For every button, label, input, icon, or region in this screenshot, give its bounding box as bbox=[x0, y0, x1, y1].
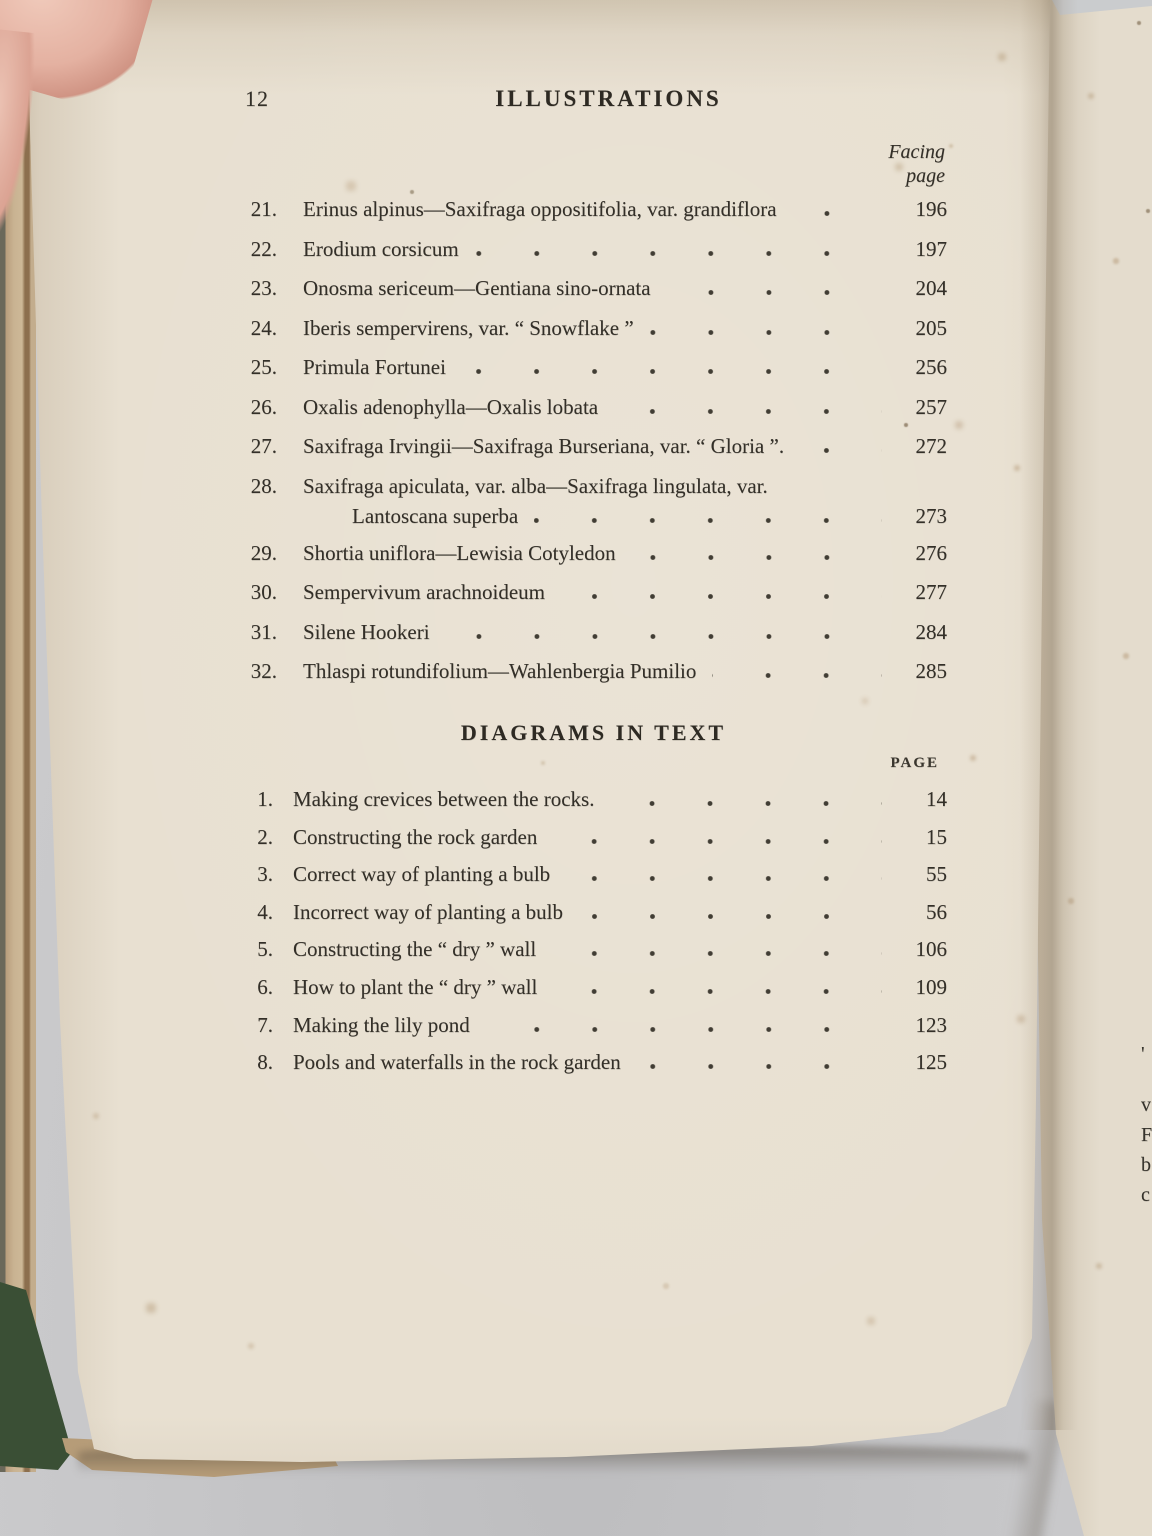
item-page: 14 bbox=[926, 787, 947, 811]
dot-leader bbox=[553, 989, 882, 994]
item-page: 285 bbox=[915, 659, 947, 683]
item-number: 24. bbox=[250, 315, 277, 340]
dot-leader bbox=[650, 330, 882, 335]
item-page: 125 bbox=[915, 1050, 947, 1075]
item-number: 22. bbox=[250, 236, 277, 261]
diagrams-list bbox=[240, 787, 947, 1088]
dot-leader bbox=[793, 211, 882, 216]
list-item bbox=[240, 395, 947, 435]
dot-leader bbox=[446, 634, 882, 639]
item-title: Sempervivum arachnoideum bbox=[303, 580, 546, 604]
list-item bbox=[240, 316, 947, 356]
item-title: Oxalis adenophylla—Oxalis lobata bbox=[303, 394, 599, 419]
page-number: 12 bbox=[245, 86, 269, 111]
list-item-continuation bbox=[240, 504, 947, 541]
dot-leader bbox=[579, 914, 882, 919]
item-page: 197 bbox=[915, 236, 947, 261]
item-page: 205 bbox=[915, 315, 947, 340]
item-title: Primula Fortunei bbox=[303, 355, 446, 379]
item-number: 2. bbox=[257, 824, 273, 849]
item-number: 4. bbox=[257, 899, 273, 924]
item-number: 8. bbox=[257, 1050, 273, 1075]
item-page: 277 bbox=[915, 580, 947, 604]
item-page: 272 bbox=[915, 434, 947, 458]
item-page: 55 bbox=[926, 862, 947, 887]
item-number: 5. bbox=[257, 937, 273, 962]
list-item bbox=[240, 825, 947, 863]
item-page: 15 bbox=[926, 824, 947, 849]
item-title: Onosma sericeum—Gentiana sino-ornata bbox=[303, 276, 651, 300]
item-title: Correct way of planting a bulb bbox=[293, 862, 551, 887]
item-number: 29. bbox=[250, 540, 277, 565]
page-column-label: PAGE bbox=[890, 755, 939, 771]
item-number: 23. bbox=[250, 276, 277, 300]
dot-leader bbox=[561, 594, 882, 599]
item-title: Making crevices between the rocks. bbox=[293, 787, 595, 811]
list-item bbox=[240, 937, 947, 975]
section-title: ILLUSTRATIONS bbox=[495, 86, 722, 111]
item-title: Saxifraga Irvingii—Saxifraga Burseriana, var. “ Gloria ”. bbox=[303, 434, 785, 458]
item-number: 1. bbox=[257, 787, 273, 811]
item-title: Pools and waterfalls in the rock garden bbox=[293, 1050, 621, 1075]
item-title: Thlaspi rotundifolium—Wahlenbergia Pumilio bbox=[303, 659, 697, 683]
item-title: Erodium corsicum bbox=[303, 236, 459, 261]
list-item bbox=[240, 276, 947, 316]
dot-leader bbox=[534, 518, 882, 523]
item-page: 109 bbox=[915, 974, 947, 999]
list-item bbox=[240, 862, 947, 900]
list-item bbox=[240, 434, 947, 474]
edge-letter: F bbox=[1141, 1124, 1152, 1146]
item-title: Making the lily pond bbox=[293, 1012, 470, 1037]
list-item bbox=[240, 787, 947, 825]
list-item bbox=[240, 975, 947, 1013]
dot-leader bbox=[637, 1064, 882, 1069]
item-number: 3. bbox=[257, 862, 273, 887]
item-number: 26. bbox=[250, 394, 277, 419]
item-page: 284 bbox=[915, 619, 947, 644]
dot-leader bbox=[462, 369, 882, 374]
dot-leader bbox=[553, 839, 882, 844]
list-item bbox=[240, 1050, 947, 1088]
facing-label-line2: page bbox=[906, 165, 945, 187]
dot-leader bbox=[614, 409, 882, 414]
list-item bbox=[240, 659, 947, 699]
list-item bbox=[240, 580, 947, 620]
item-number: 25. bbox=[250, 355, 277, 379]
edge-letter: c bbox=[1141, 1184, 1150, 1206]
item-number: 7. bbox=[257, 1012, 273, 1037]
item-title: Lantoscana superba bbox=[352, 503, 519, 528]
edge-letter: v bbox=[1141, 1094, 1151, 1116]
item-title: Silene Hookeri bbox=[303, 619, 430, 644]
list-item bbox=[240, 237, 947, 277]
item-page: 204 bbox=[915, 276, 947, 300]
list-item bbox=[240, 1013, 947, 1051]
item-title: Constructing the “ dry ” wall bbox=[293, 937, 537, 962]
illustrations-list bbox=[240, 197, 947, 699]
list-item bbox=[240, 541, 947, 581]
list-item bbox=[240, 355, 947, 395]
dot-leader bbox=[475, 251, 882, 256]
item-number: 6. bbox=[257, 974, 273, 999]
item-number: 21. bbox=[250, 197, 277, 221]
item-page: 56 bbox=[926, 899, 947, 924]
item-number: 31. bbox=[250, 619, 277, 644]
item-page: 276 bbox=[915, 540, 947, 565]
dot-leader bbox=[667, 290, 882, 295]
item-title: Iberis sempervirens, var. “ Snowflake ” bbox=[303, 315, 634, 340]
item-number: 27. bbox=[250, 434, 277, 458]
item-page: 123 bbox=[915, 1012, 947, 1037]
dot-leader bbox=[552, 951, 882, 956]
item-number: 32. bbox=[250, 659, 277, 683]
item-page: 273 bbox=[915, 503, 947, 528]
dot-leader bbox=[632, 555, 882, 560]
list-item bbox=[240, 197, 947, 237]
facing-page-label bbox=[690, 140, 945, 188]
item-title: Saxifraga apiculata, var. alba—Saxifraga lingulata, var. bbox=[303, 473, 768, 498]
item-number: 28. bbox=[250, 473, 277, 498]
item-title: How to plant the “ dry ” wall bbox=[293, 974, 538, 999]
item-page: 106 bbox=[915, 937, 947, 962]
edge-letter: b bbox=[1141, 1154, 1151, 1176]
dot-leader bbox=[800, 448, 882, 453]
item-number: 30. bbox=[250, 580, 277, 604]
dot-leader bbox=[486, 1027, 882, 1032]
list-item bbox=[240, 620, 947, 660]
item-page: 196 bbox=[915, 197, 947, 221]
dot-leader bbox=[566, 876, 882, 881]
item-title: Incorrect way of planting a bulb bbox=[293, 899, 563, 924]
list-item bbox=[240, 900, 947, 938]
list-item bbox=[240, 474, 947, 504]
dot-leader bbox=[712, 673, 882, 678]
item-page: 257 bbox=[915, 394, 947, 419]
item-title: Constructing the rock garden bbox=[293, 824, 538, 849]
page-header bbox=[240, 86, 947, 118]
item-title: Erinus alpinus—Saxifraga oppositifolia, var. grandiflora bbox=[303, 197, 777, 221]
facing-label-line1: Facing bbox=[888, 141, 945, 163]
item-title: Shortia uniflora—Lewisia Cotyledon bbox=[303, 540, 616, 565]
edge-letter: ' bbox=[1141, 1043, 1145, 1065]
dot-leader bbox=[610, 801, 882, 806]
item-page: 256 bbox=[915, 355, 947, 379]
diagrams-section-title: DIAGRAMS IN TEXT bbox=[460, 720, 727, 745]
